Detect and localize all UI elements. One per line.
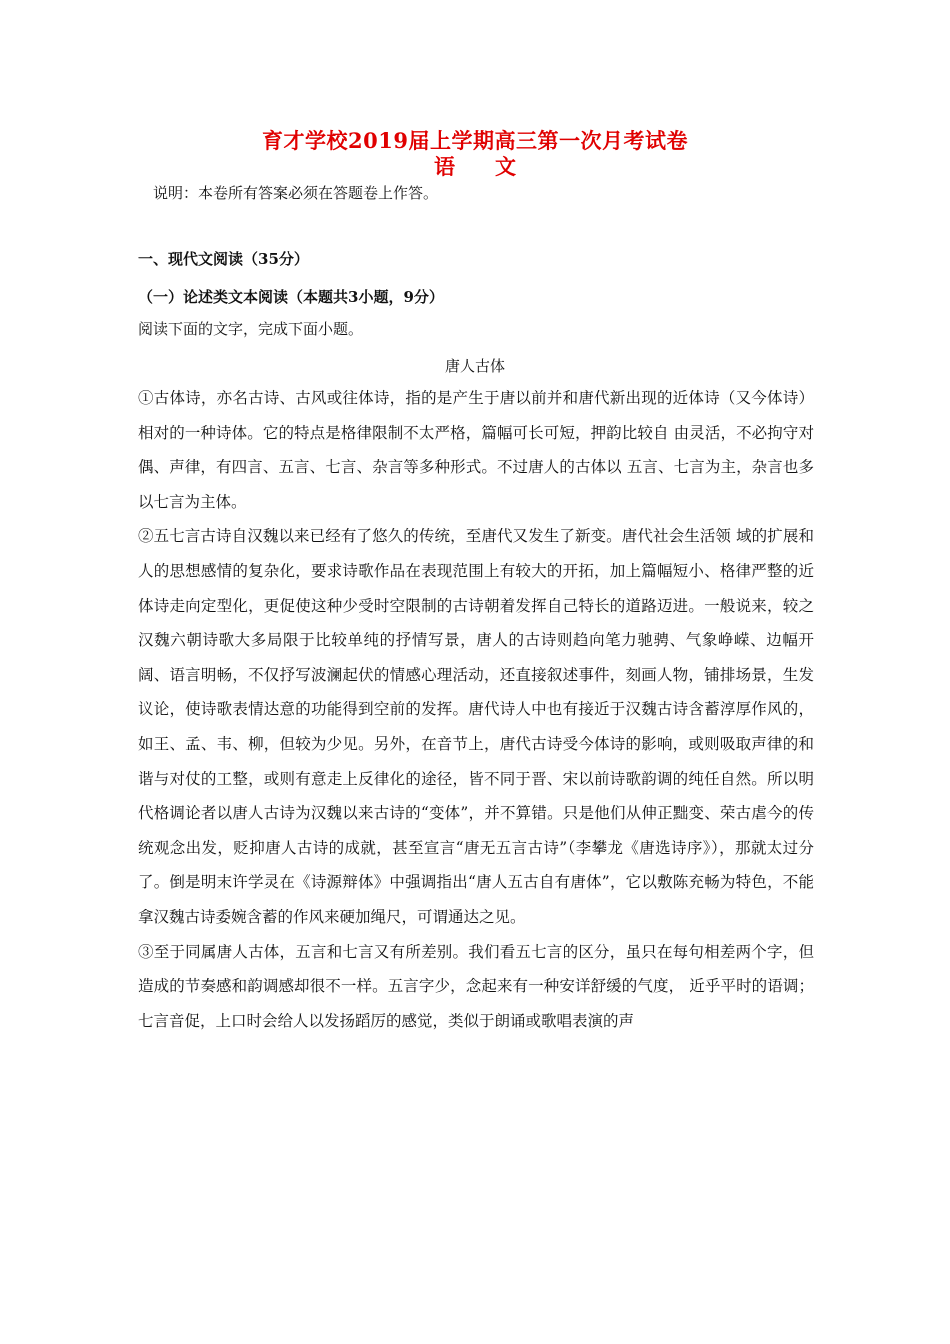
subject-title: 语文 (434, 154, 556, 179)
article-paragraph-1: ①古体诗，亦名古诗、古风或往体诗，指的是产生于唐以前并和唐代新出现的近体诗（又今体诗）相对的一种诗体。它的特点是格律限制不太严格，篇幅可长可短，押韵比较自 由灵活，不必拘守对偶、声律，有四言、五言、七言、杂言等多种形式。不过唐人的古体以 五言、七言为主，杂言也多以七言为主体。 (138, 389, 814, 511)
reading-instruction: 阅读下面的文字，完成下面小题。 (138, 320, 364, 338)
exam-note: 说明：本卷所有答案必须在答题卷上作答。 (153, 184, 439, 202)
article-body (138, 381, 814, 1038)
section-heading: 一、现代文阅读（35分） (138, 250, 309, 268)
article-title: 唐人古体 (444, 357, 505, 375)
exam-title: 育才学校2019届上学期高三第一次月考试卷 (262, 128, 688, 153)
section-subheading: （一）论述类文本阅读（本题共3小题，9分） (138, 288, 444, 306)
article-paragraph-2: ②五七言古诗自汉魏以来已经有了悠久的传统，至唐代又发生了新变。唐代社会生活领 域的扩展和人的思想感情的复杂化，要求诗歌作品在表现范围上有较大的开拓，加上篇幅短小、格律严整的近体诗走向定型化，更促使这种少受时空限制的古诗朝着发挥自己特长的道路迈进。一般说来，较之汉魏六朝诗歌大多局限于比较单纯的抒情写景，唐人的古诗则趋向笔力驰骋、气象峥嵘、边幅开阔、语言明畅，不仅抒写波澜起伏的情感心理活动，还直接叙述事件，刻画人物，铺排场景，生发议论，使诗歌表情达意的功能得到空前的发挥。唐代诗人中也有接近于汉魏古诗含蓄淳厚作风的，如王、孟、韦、柳，但较为少见。另外，在音节上，唐代古诗受今体诗的影响，或则吸取声律的和谐与对仗的工整，或则有意走上反律化的途径，皆不同于晋、宋以前诗歌韵调的纯任自然。所以明代格调论者以唐人古诗为汉魏以来古诗的“变体”，并不算错。只是他们从伸正黜变、荣古虐今的传统观念出发，贬抑唐人古诗的成就，甚至宣言“唐无五言古诗”（李攀龙《唐选诗序》），那就太过分了。倒是明末许学灵在《诗源辩体》中强调指出“唐人五古自有唐体”，它以敷陈充畅为特色，不能拿汉魏古诗委婉含蓄的作风来硬加绳尺，可谓通达之见。 (138, 527, 814, 926)
article-paragraph-3: ③至于同属唐人古体，五言和七言又有所差别。我们看五七言的区分，虽只在每句相差两个字，但造成的节奏感和韵调感却很不一样。五言字少，念起来有一种安详舒缓的气度， 近乎平时的语调；七言音促，上口时会给人以发扬蹈厉的感觉，类似于朗诵或歌唱表演的声 (138, 942, 814, 1030)
